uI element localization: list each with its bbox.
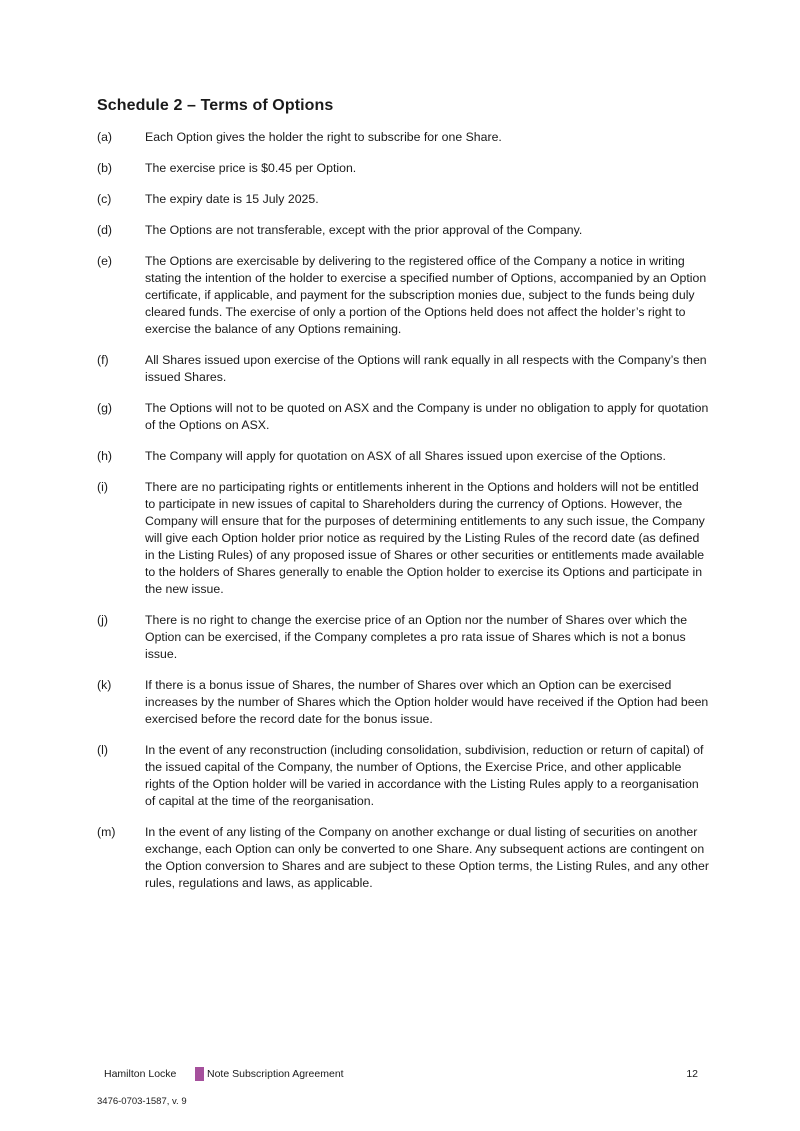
clause-item <box>97 677 709 728</box>
clause-label: (m) <box>97 825 116 839</box>
clause-text: There are no participating rights or entitlements inherent in the Options and holders will not be entitled to participate in new issues of capital to Shareholders during the currency of Options. However, the Company will ensure that for the purposes of determining entitlements to any such issue, the Company will give each Option holder prior notice as required by the Listing Rules of the record date (as defined in the Listing Rules) of any proposed issue of Shares or other securities or entitlements made available to the holders of Shares generally to enable the Option holder to exercise its Options and participate in the new issue. <box>145 480 705 596</box>
clause-text: Each Option gives the holder the right to subscribe for one Share. <box>145 130 502 144</box>
clause-label: (h) <box>97 449 113 463</box>
clause-label: (b) <box>97 161 113 175</box>
clause-text: The exercise price is $0.45 per Option. <box>145 161 357 175</box>
clause-item <box>97 352 709 386</box>
clause-text: In the event of any reconstruction (including consolidation, subdivision, reduction or return of capital) of the issued capital of the Company, the number of Options, the Exercise Price, and other applicable rights of the Option holder will be varied in accordance with the Listing Rules apply to a reorganisation of capital at the time of the reorganisation. <box>145 743 704 808</box>
clause-label: (f) <box>97 353 109 367</box>
clause-label: (j) <box>97 613 108 627</box>
clause-item <box>97 160 709 177</box>
clause-item <box>97 222 709 239</box>
clause-text: All Shares issued upon exercise of the Options will rank equally in all respects with the Company’s then issued Shares. <box>145 353 707 384</box>
clause-text: There is no right to change the exercise price of an Option nor the number of Shares over which the Option can be exercised, if the Company completes a pro rata issue of Shares which is not a bonus issue. <box>145 613 688 661</box>
schedule-heading: Schedule 2 – Terms of Options <box>97 97 334 114</box>
clause-label: (g) <box>97 401 113 415</box>
clause-text: If there is a bonus issue of Shares, the number of Shares over which an Option can be exercised increases by the number of Shares which the Option holder would have received if the Option had been exercised before the record date for the bonus issue. <box>145 678 709 726</box>
footer-firm-name: Hamilton Locke <box>104 1068 177 1080</box>
clause-item <box>97 253 709 338</box>
clause-list <box>97 129 709 906</box>
clause-text: The Options are exercisable by delivering to the registered office of the Company a notice in writing stating the intention of the holder to exercise a specified number of Options, accompanied by an Option certificate, if applicable, and payment for the subscription monies due, subject to the funds being duly cleared funds. The exercise of only a portion of the Options held does not affect the holder’s right to exercise the balance of any Options remaining. <box>145 254 707 336</box>
clause-text: In the event of any listing of the Company on another exchange or dual listing of securities on another exchange, each Option can only be converted to one Share. Any subsequent actions are contingent on the Option conversion to Shares and are subject to these Option terms, the Listing Rules, and any other rules, regulations and laws, as applicable. <box>145 825 709 890</box>
clause-label: (e) <box>97 254 113 268</box>
clause-item <box>97 191 709 208</box>
clause-text: The Options will not to be quoted on ASX and the Company is under no obligation to apply for quotation of the Options on ASX. <box>145 401 709 432</box>
clause-item <box>97 479 709 598</box>
clause-item <box>97 612 709 663</box>
document-reference: 3476-0703-1587, v. 9 <box>97 1096 187 1107</box>
clause-text: The expiry date is 15 July 2025. <box>145 192 319 206</box>
clause-label: (a) <box>97 130 113 144</box>
clause-text: The Company will apply for quotation on ASX of all Shares issued upon exercise of the Options. <box>145 449 666 463</box>
clause-label: (d) <box>97 223 113 237</box>
clause-label: (c) <box>97 192 112 206</box>
clause-item <box>97 742 709 810</box>
clause-label: (i) <box>97 480 108 494</box>
clause-item <box>97 448 709 465</box>
page-footer <box>104 1066 698 1082</box>
footer-document-title: Note Subscription Agreement <box>207 1068 344 1080</box>
footer-marker-bar <box>195 1067 204 1081</box>
clause-label: (k) <box>97 678 112 692</box>
clause-item <box>97 129 709 146</box>
clause-label: (l) <box>97 743 108 757</box>
clause-item <box>97 824 709 892</box>
page-number: 12 <box>686 1068 698 1080</box>
clause-item <box>97 400 709 434</box>
clause-text: The Options are not transferable, except with the prior approval of the Company. <box>145 223 583 237</box>
